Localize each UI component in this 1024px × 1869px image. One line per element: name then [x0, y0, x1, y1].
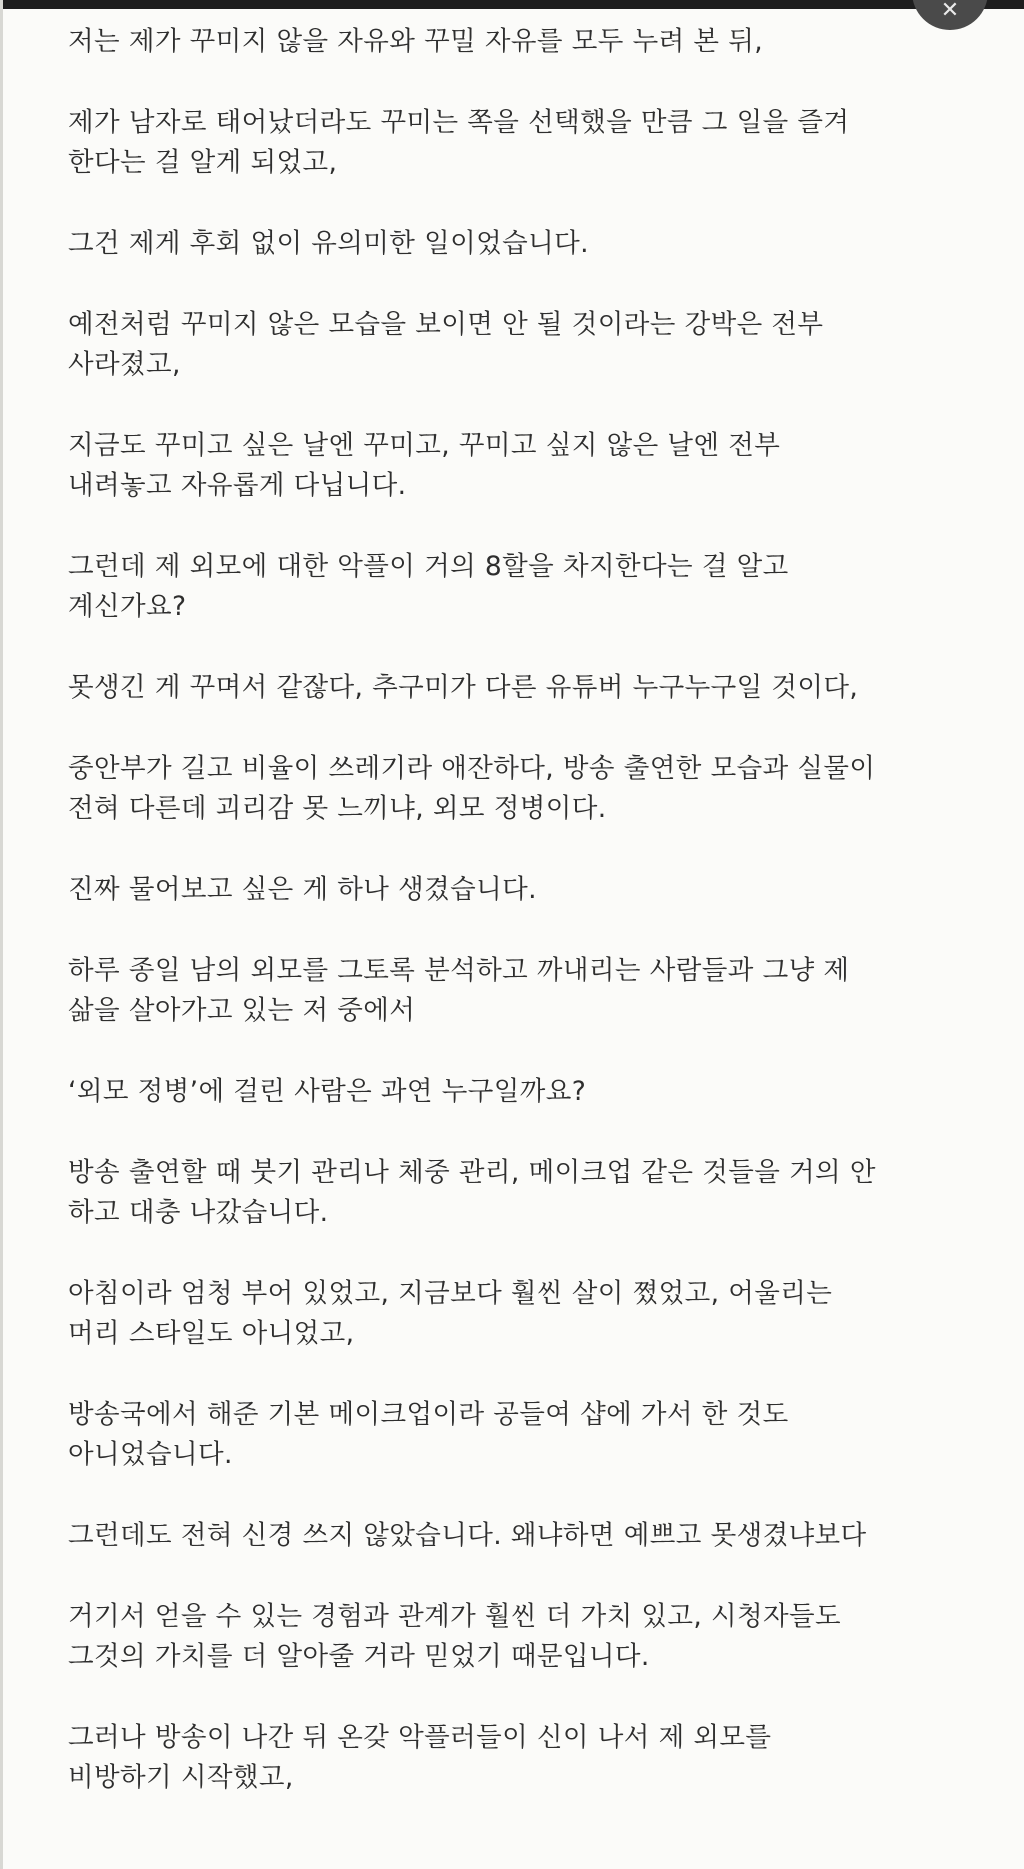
paragraph — [68, 749, 988, 829]
paragraph — [68, 668, 988, 708]
paragraph — [68, 870, 988, 910]
paragraph-line: 하루 종일 남의 외모를 그토록 분석하고 까내리는 사람들과 그냥 제 — [68, 955, 850, 986]
paragraph-line: 내려놓고 자유롭게 다닙니다. — [68, 470, 407, 501]
paragraph-line: ‘외모 정병’에 걸린 사람은 과연 누구일까요? — [68, 1076, 587, 1107]
paragraph — [68, 426, 988, 506]
paragraph-line: 사라졌고, — [68, 349, 181, 380]
paragraph — [68, 1274, 988, 1354]
paragraph — [68, 1597, 988, 1677]
paragraph-line: 못생긴 게 꾸며서 같잖다, 추구미가 다른 유튜버 누구누구일 것이다, — [68, 672, 859, 703]
paragraph — [68, 224, 988, 264]
paragraph — [68, 1718, 988, 1798]
paragraph-line: 그런데도 전혀 신경 쓰지 않았습니다. 왜냐하면 예쁘고 못생겼냐보다 — [68, 1520, 867, 1551]
paragraph — [68, 305, 988, 385]
paragraph-line: 진짜 물어보고 싶은 게 하나 생겼습니다. — [68, 874, 537, 905]
close-icon: ✕ — [940, 0, 960, 23]
paragraph-line: 그러나 방송이 나간 뒤 온갖 악플러들이 신이 나서 제 외모를 — [68, 1722, 772, 1753]
paragraph-line: 비방하기 시작했고, — [68, 1762, 294, 1793]
paragraph-line: 아니었습니다. — [68, 1439, 233, 1470]
paragraph-line: 그런데 제 외모에 대한 악플이 거의 8할을 차지한다는 걸 알고 — [68, 551, 789, 582]
paragraph-line: 계신가요? — [68, 591, 187, 622]
paragraph — [68, 1395, 988, 1475]
paragraph-line: 제가 남자로 태어났더라도 꾸미는 쪽을 선택했을 만큼 그 일을 즐겨 — [68, 107, 850, 138]
paragraph-line: 그것의 가치를 더 알아줄 거라 믿었기 때문입니다. — [68, 1641, 650, 1672]
left-border — [0, 0, 3, 1869]
paragraph-line: 중안부가 길고 비율이 쓰레기라 애잔하다, 방송 출연한 모습과 실물이 — [68, 753, 876, 784]
paragraph-line: 삶을 살아가고 있는 저 중에서 — [68, 995, 416, 1026]
paragraph-line: 전혀 다른데 괴리감 못 느끼냐, 외모 정병이다. — [68, 793, 607, 824]
paragraph — [68, 1072, 988, 1112]
paragraph — [68, 547, 988, 627]
paragraph — [68, 951, 988, 1031]
paragraph-line: 머리 스타일도 아니었고, — [68, 1318, 355, 1349]
paragraph-line: 거기서 얻을 수 있는 경험과 관계가 훨씬 더 가치 있고, 시청자들도 — [68, 1601, 842, 1632]
paragraph-line: 저는 제가 꾸미지 않을 자유와 꾸밀 자유를 모두 누려 본 뒤, — [68, 26, 764, 57]
paragraph — [68, 1516, 988, 1556]
paragraph — [68, 1153, 988, 1233]
paragraph — [68, 103, 988, 183]
paragraph-line: 방송국에서 해준 기본 메이크업이라 공들여 샵에 가서 한 것도 — [68, 1399, 789, 1430]
paragraph — [68, 22, 988, 62]
paragraph-line: 한다는 걸 알게 되었고, — [68, 147, 338, 178]
paragraph-line: 그건 제게 후회 없이 유의미한 일이었습니다. — [68, 228, 589, 259]
paragraph-line: 지금도 꾸미고 싶은 날엔 꾸미고, 꾸미고 싶지 않은 날엔 전부 — [68, 430, 781, 461]
article-body — [68, 22, 988, 1839]
paragraph-line: 예전처럼 꾸미지 않은 모습을 보이면 안 될 것이라는 강박은 전부 — [68, 309, 824, 340]
paragraph-line: 하고 대충 나갔습니다. — [68, 1197, 329, 1228]
status-bar — [0, 0, 1024, 9]
paragraph-line: 아침이라 엄청 부어 있었고, 지금보다 훨씬 살이 쪘었고, 어울리는 — [68, 1278, 833, 1309]
paragraph-line: 방송 출연할 때 붓기 관리나 체중 관리, 메이크업 같은 것들을 거의 안 — [68, 1157, 876, 1188]
